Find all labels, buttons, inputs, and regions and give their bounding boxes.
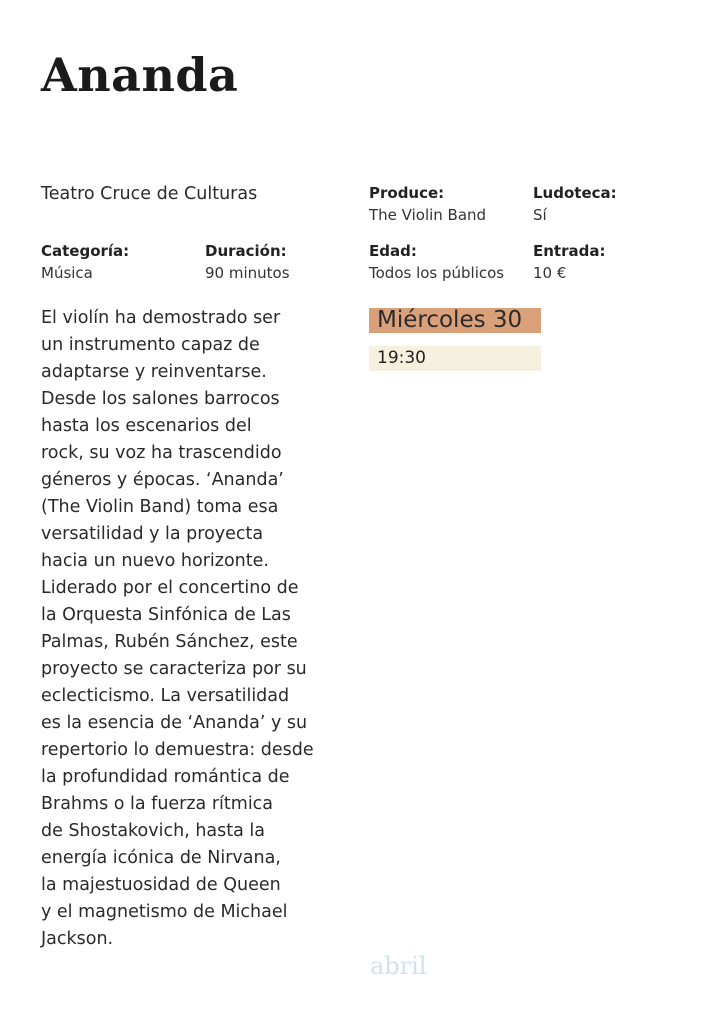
produce-label: Produce: [369,184,445,202]
description-line: adaptarse y reinventarse. [41,362,267,382]
description-line: energía icónica de Nirvana, [41,848,281,868]
edad-field [369,241,529,284]
duracion-value: 90 minutos [205,264,290,282]
edad-label: Edad: [369,242,417,260]
description-line: Palmas, Rubén Sánchez, este [41,632,298,652]
description-line: hacia un nuevo horizonte. [41,551,269,571]
event-title: Ananda [41,48,239,102]
description-line: la profundidad romántica de [41,767,290,787]
ludoteca-label: Ludoteca: [533,184,617,202]
entrada-value: 10 € [533,264,567,282]
description-line: un instrumento capaz de [41,335,260,355]
description-line: es la esencia de ‘Ananda’ y su [41,713,308,733]
produce-value: The Violin Band [369,206,487,224]
duracion-label: Duración: [205,242,287,260]
description-line: (The Violin Band) toma esa [41,497,279,517]
ludoteca-value: Sí [533,206,547,224]
event-description [41,305,321,953]
description-line: rock, su voz ha trascendido [41,443,282,463]
ludoteca-field [533,183,693,226]
description-line: y el magnetismo de Michael [41,902,288,922]
date-badge: Miércoles 30 [369,308,541,333]
duracion-field [205,241,365,284]
entrada-label: Entrada: [533,242,606,260]
description-line: de Shostakovich, hasta la [41,821,265,841]
description-line: eclecticismo. La versatilidad [41,686,290,706]
categoria-label: Categoría: [41,242,130,260]
description-line: la Orquesta Sinfónica de Las [41,605,291,625]
month-label: abril [370,952,427,980]
description-line: Jackson. [41,929,114,949]
description-line: Liderado por el concertino de [41,578,299,598]
edad-value: Todos los públicos [369,264,505,282]
entrada-field [533,241,693,284]
description-line: géneros y épocas. ‘Ananda’ [41,470,284,490]
description-line: Brahms o la fuerza rítmica [41,794,274,814]
description-line: versatilidad y la proyecta [41,524,264,544]
description-line: la majestuosidad de Queen [41,875,281,895]
description-line: hasta los escenarios del [41,416,252,436]
description-line: repertorio lo demuestra: desde [41,740,314,760]
time-slot[interactable]: 19:30 [369,346,541,371]
produce-field [369,183,529,226]
description-line: Desde los salones barrocos [41,389,280,409]
description-line: proyecto se caracteriza por su [41,659,307,679]
categoria-value: Música [41,264,93,282]
categoria-field [41,241,201,284]
event-venue: Teatro Cruce de Culturas [41,184,258,204]
description-line: El violín ha demostrado ser [41,308,281,328]
